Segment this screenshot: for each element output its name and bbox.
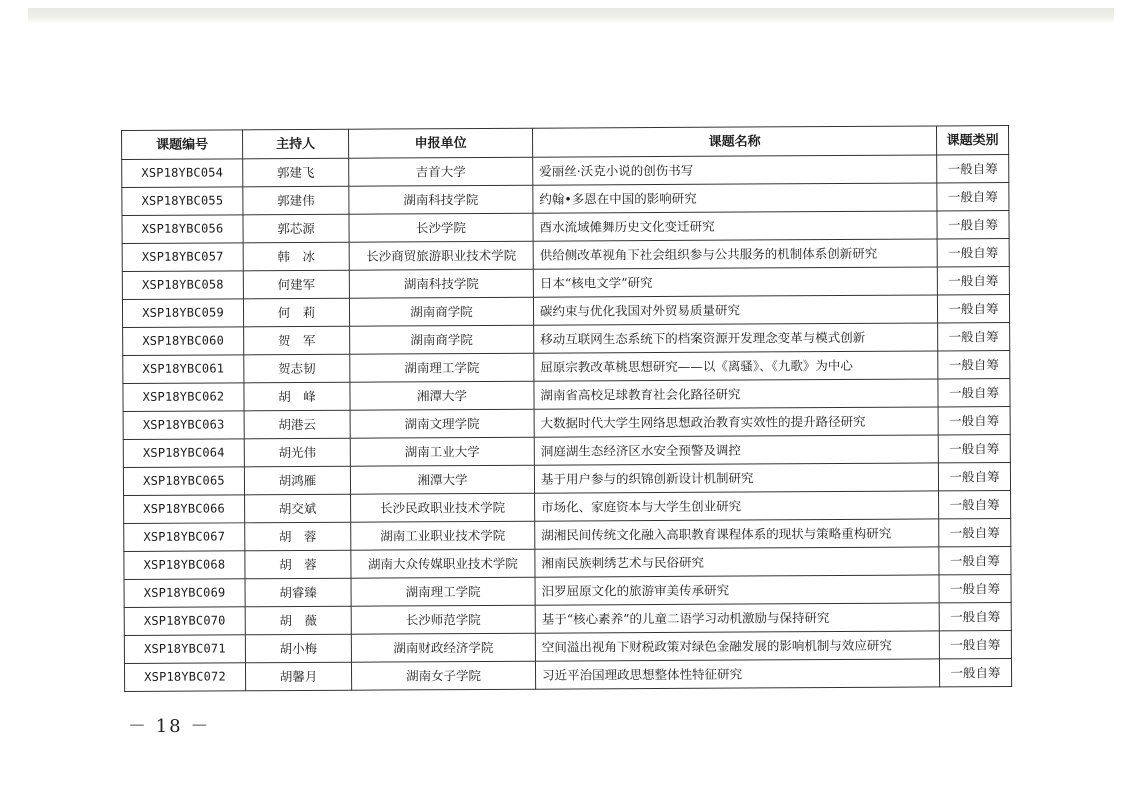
cell-host: 胡 薇 (245, 606, 351, 635)
cell-category: 一般自筹 (937, 295, 1009, 323)
cell-unit: 湖南理工学院 (350, 353, 534, 382)
cell-code: XSP18YBC059 (122, 299, 243, 328)
cell-host: 何建军 (243, 270, 349, 299)
cell-code: XSP18YBC063 (123, 411, 244, 440)
cell-category: 一般自筹 (937, 155, 1009, 183)
cell-code: XSP18YBC062 (123, 383, 244, 412)
header-unit: 申报单位 (348, 128, 532, 158)
cell-unit: 湖南工业大学 (350, 437, 534, 466)
cell-title: 爱丽丝·沃克小说的创伤书写 (533, 155, 937, 185)
cell-host: 胡 蓉 (245, 522, 351, 551)
cell-host: 胡 蓉 (245, 550, 351, 579)
table-body (122, 155, 1012, 692)
cell-host: 胡睿臻 (245, 578, 351, 607)
table-row (124, 519, 1011, 552)
cell-category: 一般自筹 (938, 379, 1010, 407)
table-row (124, 631, 1011, 664)
cell-unit: 湖南财政经济学院 (351, 633, 535, 662)
cell-unit: 湖南大众传媒职业技术学院 (351, 549, 535, 578)
cell-title: 供给侧改革视角下社会组织参与公共服务的机制体系创新研究 (533, 239, 937, 269)
cell-host: 胡小梅 (245, 634, 351, 663)
project-table-container (121, 125, 1011, 692)
header-code: 课题编号 (122, 130, 243, 160)
cell-unit: 吉首大学 (349, 157, 533, 186)
table-row (124, 659, 1011, 692)
cell-category: 一般自筹 (937, 239, 1009, 267)
cell-category: 一般自筹 (938, 463, 1010, 491)
cell-code: XSP18YBC071 (124, 635, 245, 664)
cell-code: XSP18YBC054 (122, 159, 243, 188)
cell-host: 贺志韧 (244, 354, 350, 383)
cell-title: 屈原宗教改革桃思想研究——以《离骚》、《九歌》为中心 (534, 351, 938, 381)
cell-code: XSP18YBC057 (122, 243, 243, 272)
cell-category: 一般自筹 (939, 631, 1011, 659)
cell-category: 一般自筹 (939, 575, 1011, 603)
cell-code: XSP18YBC064 (123, 439, 244, 468)
cell-category: 一般自筹 (937, 211, 1009, 239)
header-host: 主持人 (243, 129, 349, 159)
cell-title: 约翰•多恩在中国的影响研究 (533, 183, 937, 213)
cell-title: 湘南民族刺绣艺术与民俗研究 (535, 547, 939, 577)
cell-code: XSP18YBC069 (124, 579, 245, 608)
cell-title: 空间溢出视角下财税政策对绿色金融发展的影响机制与效应研究 (535, 631, 939, 661)
cell-unit: 湖南文理学院 (350, 409, 534, 438)
cell-unit: 湖南商学院 (349, 297, 533, 326)
cell-unit: 长沙师范学院 (351, 605, 535, 634)
cell-unit: 湘潭大学 (350, 465, 534, 494)
cell-host: 韩 冰 (243, 242, 349, 271)
cell-unit: 湖南工业职业技术学院 (351, 521, 535, 550)
cell-unit: 湖南科技学院 (349, 269, 533, 298)
cell-host: 胡光伟 (244, 438, 350, 467)
cell-unit: 湖南女子学院 (351, 661, 535, 690)
cell-code: XSP18YBC061 (123, 355, 244, 384)
cell-title: 移动互联网生态系统下的档案资源开发理念变革与模式创新 (534, 323, 938, 353)
cell-category: 一般自筹 (939, 491, 1011, 519)
cell-title: 酉水流域傩舞历史文化变迁研究 (533, 211, 937, 241)
cell-code: XSP18YBC068 (124, 551, 245, 580)
header-title: 课题名称 (532, 126, 936, 157)
scan-edge-shadow (28, 8, 1114, 24)
cell-title: 基于用户参与的织锦创新设计机制研究 (534, 463, 938, 493)
cell-title: 大数据时代大学生网络思想政治教育实效性的提升路径研究 (534, 407, 938, 437)
cell-host: 郭芯源 (243, 214, 349, 243)
cell-category: 一般自筹 (937, 183, 1009, 211)
cell-host: 胡馨月 (245, 662, 351, 691)
cell-host: 郭建伟 (243, 186, 349, 215)
cell-category: 一般自筹 (938, 351, 1010, 379)
cell-title: 汨罗屈原文化的旅游审美传承研究 (535, 575, 939, 605)
cell-category: 一般自筹 (939, 603, 1011, 631)
cell-title: 市场化、家庭资本与大学生创业研究 (535, 491, 939, 521)
project-table (121, 125, 1012, 692)
cell-code: XSP18YBC058 (122, 271, 243, 300)
cell-category: 一般自筹 (937, 267, 1009, 295)
cell-unit: 长沙学院 (349, 213, 533, 242)
cell-code: XSP18YBC055 (122, 187, 243, 216)
cell-title: 习近平治国理政思想整体性特征研究 (535, 659, 939, 689)
cell-unit: 长沙民政职业技术学院 (351, 493, 535, 522)
cell-host: 贺 军 (244, 326, 350, 355)
cell-unit: 湖南理工学院 (351, 577, 535, 606)
cell-category: 一般自筹 (939, 659, 1011, 687)
cell-code: XSP18YBC066 (124, 495, 245, 524)
cell-category: 一般自筹 (938, 323, 1010, 351)
cell-unit: 湖南商学院 (350, 325, 534, 354)
cell-host: 胡港云 (244, 410, 350, 439)
header-category: 课题类别 (936, 126, 1008, 155)
cell-code: XSP18YBC070 (124, 607, 245, 636)
cell-category: 一般自筹 (939, 519, 1011, 547)
cell-unit: 长沙商贸旅游职业技术学院 (349, 241, 533, 270)
cell-code: XSP18YBC067 (124, 523, 245, 552)
cell-title: 碳约束与优化我国对外贸易质量研究 (533, 295, 937, 325)
table-row (122, 239, 1009, 272)
cell-host: 何 莉 (243, 298, 349, 327)
cell-title: 基于“核心素养”的儿童二语学习动机激励与保持研究 (535, 603, 939, 633)
cell-code: XSP18YBC065 (123, 467, 244, 496)
page-number: － 18 － (128, 716, 211, 737)
cell-category: 一般自筹 (939, 547, 1011, 575)
cell-unit: 湖南科技学院 (349, 185, 533, 214)
cell-code: XSP18YBC072 (124, 663, 245, 692)
cell-unit: 湘潭大学 (350, 381, 534, 410)
cell-host: 胡交斌 (245, 494, 351, 523)
cell-title: 湖南省高校足球教育社会化路径研究 (534, 379, 938, 409)
cell-code: XSP18YBC060 (123, 327, 244, 356)
cell-title: 湖湘民间传统文化融入高职教育课程体系的现状与策略重构研究 (535, 519, 939, 549)
cell-code: XSP18YBC056 (122, 215, 243, 244)
cell-category: 一般自筹 (938, 435, 1010, 463)
cell-title: 洞庭湖生态经济区水安全预警及调控 (534, 435, 938, 465)
cell-host: 胡 峰 (244, 382, 350, 411)
cell-category: 一般自筹 (938, 407, 1010, 435)
cell-host: 胡鸿雁 (244, 466, 350, 495)
cell-title: 日本“核电文学”研究 (533, 267, 937, 297)
cell-host: 郭建飞 (243, 158, 349, 187)
